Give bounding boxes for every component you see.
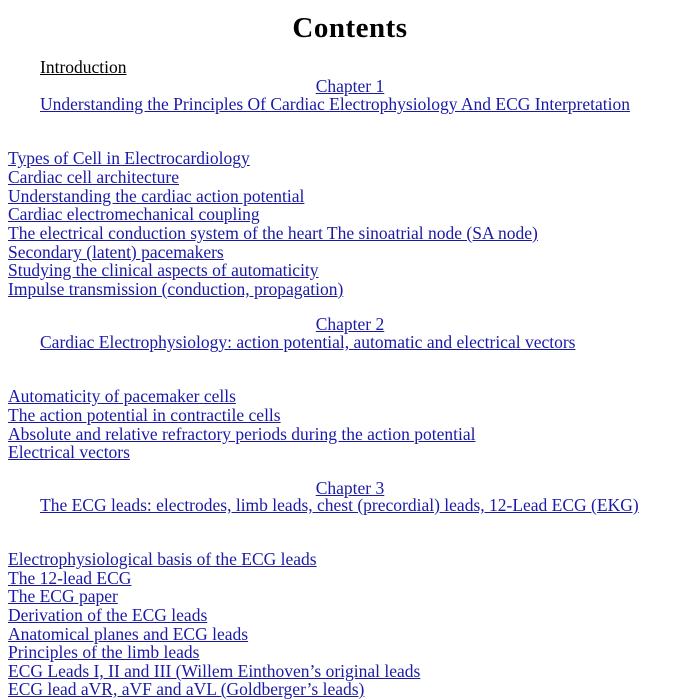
toc-item[interactable]: Understanding the cardiac action potential	[8, 186, 305, 206]
toc-item[interactable]: Derivation of the ECG leads	[8, 605, 208, 625]
chapter-1-label[interactable]: Chapter 1	[315, 76, 385, 96]
chapter-2-label[interactable]: Chapter 2	[315, 314, 385, 334]
toc-item[interactable]: ECG lead aVR, aVF and aVL (Goldberger’s leads)	[8, 679, 365, 699]
chapter-2-title[interactable]: Cardiac Electrophysiology: action potential, automatic and electrical vectors	[40, 332, 576, 352]
toc-item[interactable]: The electrical conduction system of the heart The sinoatrial node (SA node)	[8, 223, 538, 243]
introduction-link[interactable]: Introduction	[40, 57, 127, 77]
toc-item[interactable]: The ECG paper	[8, 586, 118, 606]
toc-item[interactable]: Anatomical planes and ECG leads	[8, 624, 249, 644]
toc-item[interactable]: The action potential in contractile cells	[8, 405, 281, 425]
toc-item[interactable]: Impulse transmission (conduction, propagation)	[8, 279, 344, 299]
toc-item[interactable]: Absolute and relative refractory periods during the action potential	[8, 424, 476, 444]
toc-item[interactable]: Types of Cell in Electrocardiology	[8, 148, 250, 168]
chapter-1-title[interactable]: Understanding the Principles Of Cardiac Electrophysiology And ECG Interpretation	[40, 94, 631, 114]
page-title: Contents	[292, 12, 408, 44]
toc-item[interactable]: The 12-lead ECG	[8, 568, 132, 588]
chapter-3-label[interactable]: Chapter 3	[315, 478, 385, 498]
toc-item[interactable]: ECG Leads I, II and III (Willem Einthoven’s original leads	[8, 661, 421, 681]
chapter-3-title[interactable]: The ECG leads: electrodes, limb leads, chest (precordial) leads, 12-Lead ECG (EKG)	[40, 495, 639, 515]
toc-item[interactable]: Automaticity of pacemaker cells	[8, 386, 236, 406]
toc-item[interactable]: Electrical vectors	[8, 442, 130, 462]
toc-item[interactable]: Studying the clinical aspects of automaticity	[8, 260, 319, 280]
toc-item[interactable]: Electrophysiological basis of the ECG leads	[8, 549, 317, 569]
toc-item[interactable]: Cardiac cell architecture	[8, 167, 180, 187]
toc-item[interactable]: Principles of the limb leads	[8, 642, 200, 662]
toc-item[interactable]: Secondary (latent) pacemakers	[8, 242, 224, 262]
toc-item[interactable]: Cardiac electromechanical coupling	[8, 204, 260, 224]
